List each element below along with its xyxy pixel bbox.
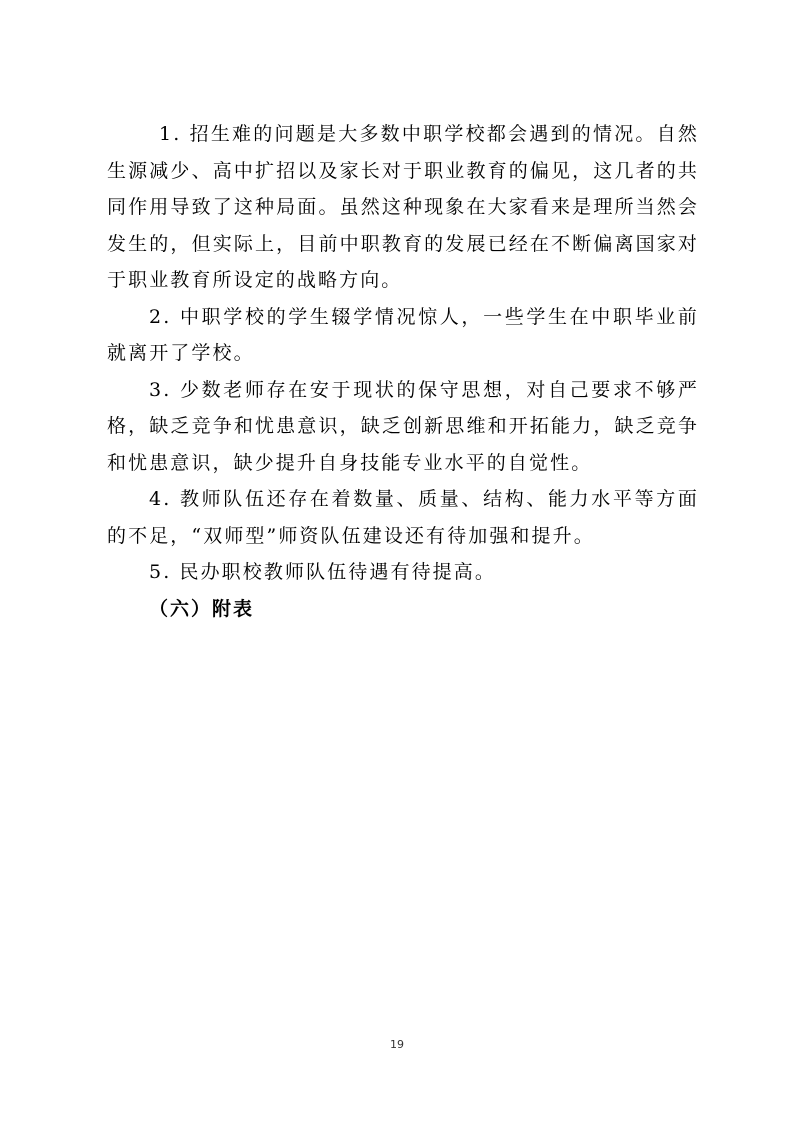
paragraph-item-2: 2. 中职学校的学生辍学情况惊人，一些学生在中职毕业前就离开了学校。 (107, 305, 699, 364)
paragraph-item-3: 3. 少数老师存在安于现状的保守思想，对自己要求不够严格，缺乏竞争和忧患意识，缺乏创新思维和开拓能力，缺乏竞争和忧患意识，缺少提升自身技能专业水平的自觉性。 (107, 378, 699, 474)
paragraph-item-5: 5. 民办职校教师队伍待遇有待提高。 (149, 561, 496, 583)
paragraph-item-1: 1. 招生难的问题是大多数中职学校都会遇到的情况。自然生源减少、高中扩招以及家长对于职业教育的偏见，这几者的共同作用导致了这种局面。虽然这种现象在大家看来是理所当然会发生的，但实际上，目前中职教育的发展已经在不断偏离国家对于职业教育所设定的战略方向。 (107, 123, 699, 291)
paragraph-item-4: 4. 教师队伍还存在着数量、质量、结构、能力水平等方面的不足，“双师型”师资队伍建设还有待加强和提升。 (107, 488, 699, 547)
document-body (107, 116, 699, 627)
section-heading: （六）附表 (149, 597, 255, 620)
page-number: 19 (390, 1038, 404, 1051)
